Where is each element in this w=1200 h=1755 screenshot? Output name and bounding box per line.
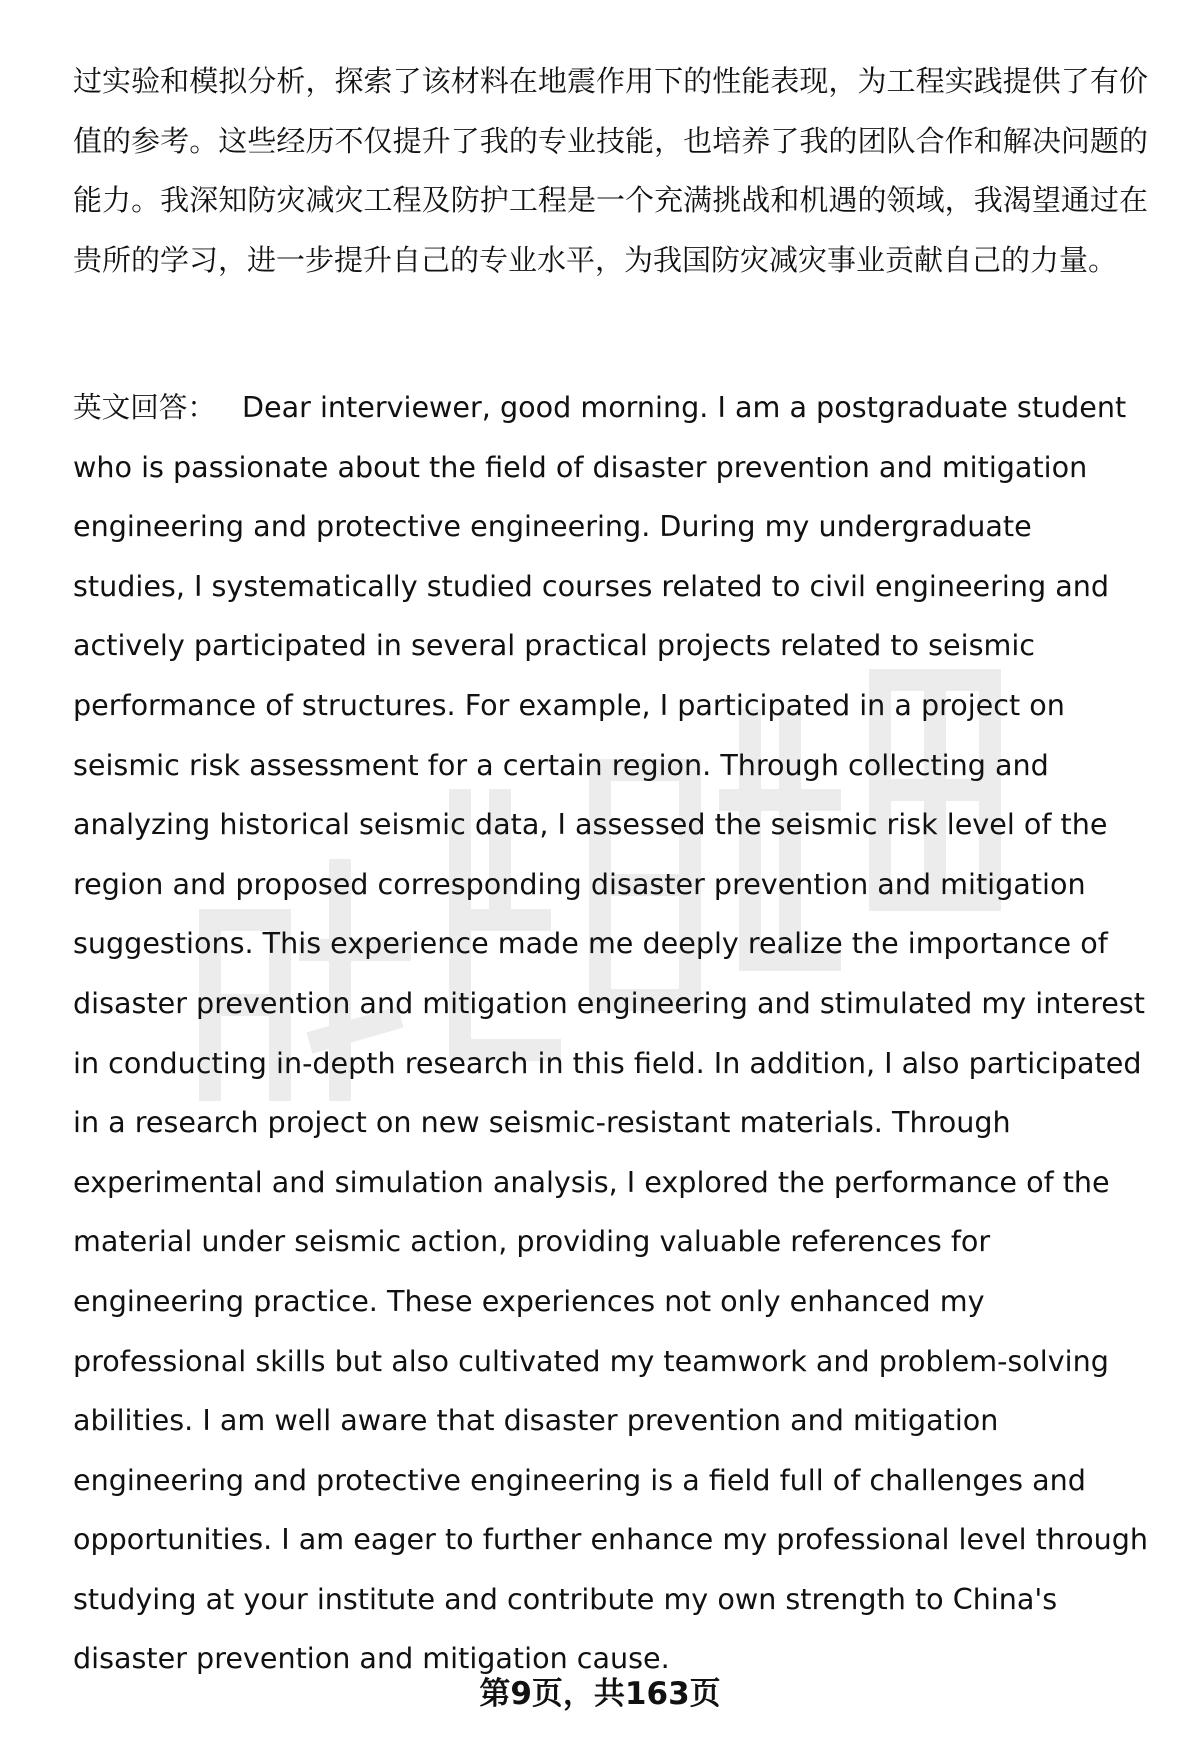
english-answer-label: 英文回答： bbox=[73, 390, 216, 424]
chinese-answer-paragraph: 过实验和模拟分析，探索了该材料在地震作用下的性能表现，为工程实践提供了有价值的参考。这些经历不仅提升了我的专业技能，也培养了我的团队合作和解决问题的能力。我深知防灾减灾工程及防护工程是一个充满挑战和机遇的领域，我渴望通过在贵所的学习，进一步提升自己的专业水平，为我国防灾减灾事业贡献自己的力量。 bbox=[73, 64, 1148, 277]
english-answer-text: Dear interviewer, good morning. I am a postgraduate student who is passionate about the field of disaster prevention and mitigation engineering and protective engineering. During my undergraduate studies, I systematically studied courses related to civil engineering and actively participated in several practical projects related to seismic performance of structures. For example, I participated in a project on seismic risk assessment for a certain region. Through collecting and analyzing historical seismic data, I assessed the seismic risk level of the region and proposed corresponding disaster prevention and mitigation suggestions. This experience made me deeply realize the importance of disaster prevention and mitigation engineering and stimulated my interest in conducting in-depth research in this field. In addition, I also participated in a research project on new seismic-resistant materials. Through experimental and simulation analysis, I explored the performance of the material under seismic action, providing valuable references for engineering practice. These experiences not only enhanced my professional skills but also cultivated my teamwork and problem-solving abilities. I am well aware that disaster prevention and mitigation engineering and protective engineering is a field full of challenges and opportunities. I am eager to further enhance my professional level through studying at your institute and contribute my own strength to China's disaster prevention and mitigation cause. bbox=[73, 390, 1148, 1676]
english-answer-paragraph bbox=[73, 378, 1148, 1689]
page-number-footer: 第9页，共163页 bbox=[479, 1676, 721, 1712]
